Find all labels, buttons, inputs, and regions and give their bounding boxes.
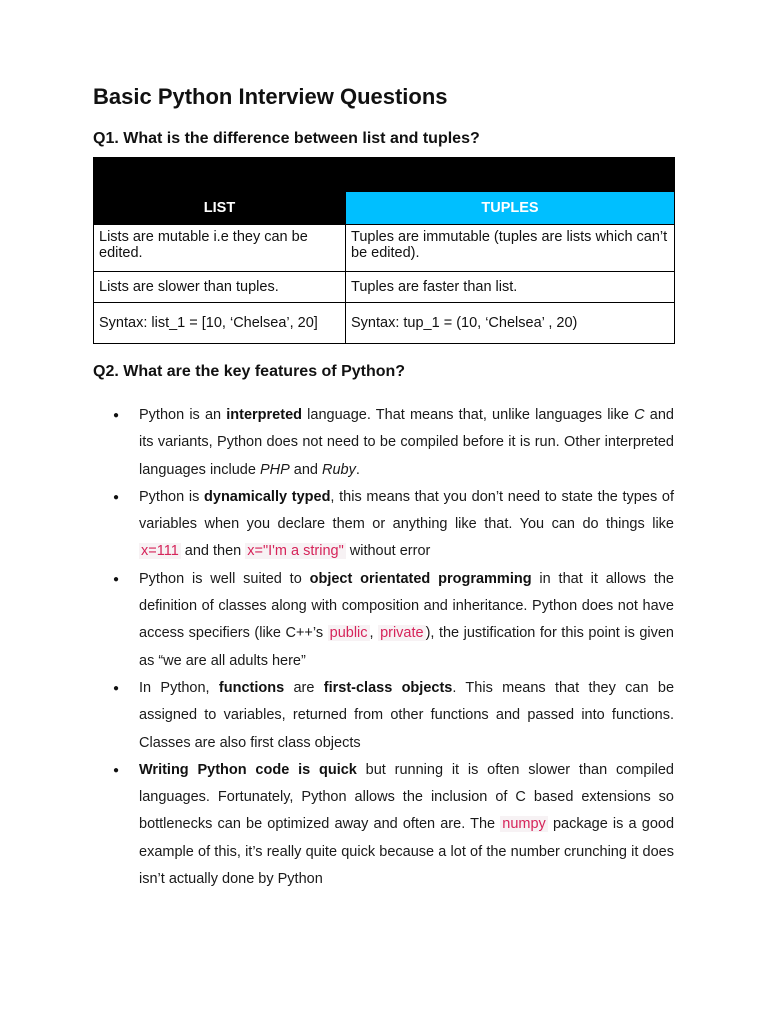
- italic-term: C: [634, 407, 645, 423]
- tuples-column-header: TUPLES: [346, 192, 675, 225]
- bold-term: first-class objects: [323, 679, 453, 696]
- text: but running it is often slower than compiled languages. Fortunately, Python allows the inclusion of C based extensions so bottlenecks can be optimized away and often are. The: [139, 761, 674, 833]
- inline-code: x=111: [141, 543, 179, 560]
- question-1-heading: Q1. What is the difference between list and tuples?: [93, 130, 480, 147]
- italic-term: PHP: [259, 461, 290, 478]
- text: In Python,: [139, 679, 219, 696]
- list-vs-tuples-table: [93, 157, 675, 344]
- list-item: [110, 484, 674, 566]
- text: and its variants, Python does not need to be compiled before it is run. Other interpreted languages include: [139, 407, 674, 478]
- text: and then: [180, 543, 246, 560]
- list-item: [110, 675, 674, 757]
- question-2-heading: Q2. What are the key features of Python?: [93, 363, 406, 380]
- page-title: Basic Python Interview Questions: [93, 84, 448, 109]
- table-cell: Tuples are faster than list.: [346, 272, 675, 303]
- bold-term: interpreted: [226, 407, 303, 423]
- text: Python is well suited to: [139, 570, 310, 587]
- bold-term: dynamically typed: [204, 488, 331, 505]
- table-row: [94, 303, 675, 344]
- text: .: [355, 461, 360, 478]
- table-row: [94, 225, 675, 272]
- list-item: [110, 402, 674, 484]
- text: ,: [369, 625, 379, 642]
- table-cell: Lists are mutable i.e they can be edited.: [94, 225, 346, 272]
- table-cell: Syntax: list_1 = [10, ‘Chelsea’, 20]: [94, 303, 346, 344]
- inline-code: numpy: [502, 816, 546, 833]
- italic-term: Ruby: [322, 461, 356, 478]
- text: . This means that they can be assigned to variables, returned from other functions and passed into functions. Classes are also first class objects: [139, 679, 675, 751]
- list-item: [110, 757, 674, 893]
- features-list: [110, 402, 674, 893]
- text: package is a good example of this, it’s really quite quick because a lot of the number crunching it does isn’t actually done by Python: [139, 816, 675, 888]
- text: are: [284, 679, 324, 696]
- text: , this means that you don’t need to state the types of variables when you declare them or anything like that. You can do things like: [139, 488, 674, 533]
- list-item: [110, 566, 674, 675]
- table-header-row: [94, 192, 675, 225]
- list-column-header: LIST: [94, 192, 346, 225]
- bold-term: functions: [218, 679, 285, 696]
- bold-term: Writing Python code is quick: [139, 761, 357, 778]
- text: language. That means that, unlike languages like: [302, 407, 635, 423]
- table-cell: Tuples are immutable (tuples are lists which can’t be edited).: [346, 225, 675, 272]
- bold-term: object orientated programming: [309, 570, 532, 587]
- text: without error: [345, 543, 431, 560]
- table-top-band: [94, 158, 675, 192]
- text: ), the justification for this point is given as “we are all adults here”: [139, 625, 674, 669]
- inline-code: x="I'm a string": [247, 543, 344, 560]
- text: Python is: [139, 488, 205, 505]
- table-cell: Lists are slower than tuples.: [94, 272, 346, 303]
- text: and: [289, 461, 323, 478]
- text: in that it allows the definition of classes along with composition and inheritance. Python does not have access specifiers (like C++’s: [139, 570, 674, 642]
- text: Python is an: [139, 407, 227, 423]
- inline-code: public: [329, 625, 368, 642]
- table-cell: Syntax: tup_1 = (10, ‘Chelsea’ , 20): [346, 303, 675, 344]
- inline-code: private: [380, 625, 424, 642]
- table-row: [94, 272, 675, 303]
